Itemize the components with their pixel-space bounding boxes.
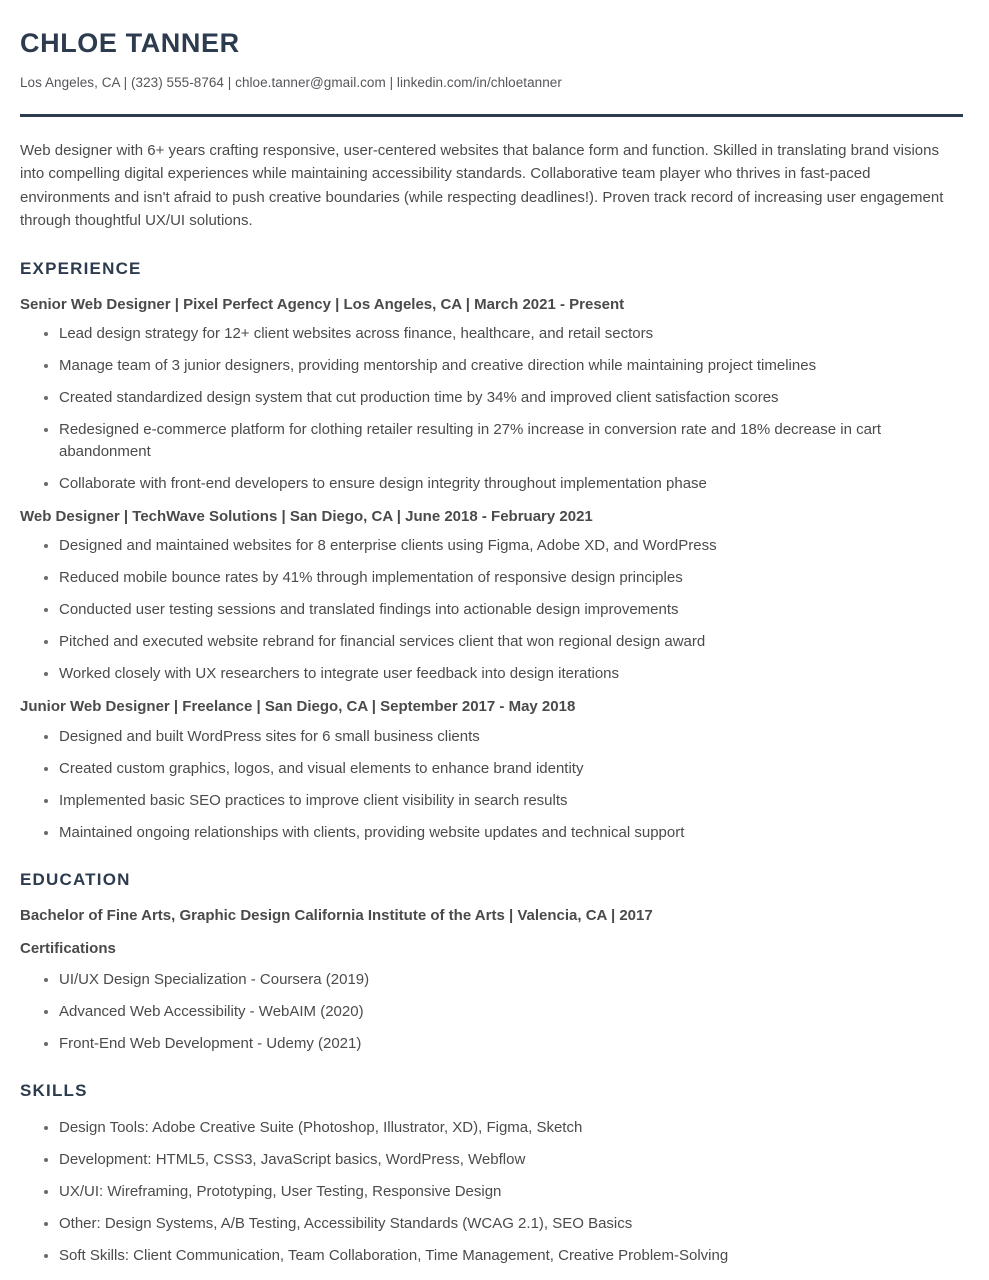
job-bullets (20, 726, 963, 844)
list-item: Pitched and executed website rebrand for financial services client that won regional design award (20, 631, 964, 653)
list-item: Front-End Web Development - Udemy (2021) (20, 1033, 964, 1055)
list-item: Design Tools: Adobe Creative Suite (Photoshop, Illustrator, XD), Figma, Sketch (20, 1117, 964, 1139)
list-item: Worked closely with UX researchers to integrate user feedback into design iterations (20, 663, 964, 685)
education-section (20, 870, 963, 1055)
job-bullets (20, 535, 963, 685)
list-item: Designed and maintained websites for 8 enterprise clients using Figma, Adobe XD, and WordPress (20, 535, 964, 557)
header-divider (20, 114, 963, 117)
list-item: Implemented basic SEO practices to improve client visibility in search results (20, 790, 964, 812)
list-item: Lead design strategy for 12+ client websites across finance, healthcare, and retail sectors (20, 323, 964, 345)
job-heading: Senior Web Designer | Pixel Perfect Agency | Los Angeles, CA | March 2021 - Present (20, 295, 625, 313)
summary-paragraph: Web designer with 6+ years crafting responsive, user-centered websites that balance form and function. Skilled in translating brand visions into compelling digital experiences while maintaining accessibility standards. Collaborative team player who thrives in fast-paced environments and isn't afraid to push creative boundaries (while respecting deadlines!). Proven track record of increasing user engagement through thoughtful UX/UI solutions. (20, 141, 944, 230)
skills-section (20, 1081, 963, 1267)
list-item: Created custom graphics, logos, and visual elements to enhance brand identity (20, 758, 964, 780)
list-item: Advanced Web Accessibility - WebAIM (2020) (20, 1001, 964, 1023)
certifications-label: Certifications (20, 939, 116, 957)
skills-list (20, 1117, 963, 1267)
list-item: Manage team of 3 junior designers, providing mentorship and creative direction while maintaining project timelines (20, 355, 964, 377)
experience-entry (20, 295, 963, 495)
experience-entry (20, 697, 963, 843)
certifications-list (20, 969, 963, 1055)
list-item: Maintained ongoing relationships with clients, providing website updates and technical support (20, 822, 964, 844)
contact-line: Los Angeles, CA | (323) 555-8764 | chloe.tanner@gmail.com | linkedin.com/in/chloetanner (20, 75, 562, 91)
experience-entry (20, 507, 963, 685)
list-item: Other: Design Systems, A/B Testing, Accessibility Standards (WCAG 2.1), SEO Basics (20, 1213, 964, 1235)
list-item: Development: HTML5, CSS3, JavaScript basics, WordPress, Webflow (20, 1149, 964, 1171)
experience-section (20, 259, 963, 844)
page-title: CHLOE TANNER (20, 28, 240, 58)
job-heading: Web Designer | TechWave Solutions | San Diego, CA | June 2018 - February 2021 (20, 508, 593, 526)
list-item: UI/UX Design Specialization - Coursera (2019) (20, 969, 964, 991)
list-item: Redesigned e-commerce platform for clothing retailer resulting in 27% increase in conversion rate and 18% decrease in cart abandonment (20, 419, 964, 463)
list-item: UX/UI: Wireframing, Prototyping, User Testing, Responsive Design (20, 1181, 964, 1203)
list-item: Conducted user testing sessions and translated findings into actionable design improvements (20, 599, 964, 621)
section-heading-skills: SKILLS (20, 1080, 88, 1100)
section-heading-education: EDUCATION (20, 869, 131, 889)
list-item: Reduced mobile bounce rates by 41% through implementation of responsive design principles (20, 567, 964, 589)
list-item: Collaborate with front-end developers to ensure design integrity throughout implementation phase (20, 473, 964, 495)
list-item: Designed and built WordPress sites for 6 small business clients (20, 726, 964, 748)
job-bullets (20, 323, 963, 495)
section-heading-experience: EXPERIENCE (20, 258, 142, 278)
degree-line: Bachelor of Fine Arts, Graphic Design California Institute of the Arts | Valencia, CA | 2017 (20, 906, 653, 924)
list-item: Soft Skills: Client Communication, Team Collaboration, Time Management, Creative Problem-Solving (20, 1245, 964, 1267)
list-item: Created standardized design system that cut production time by 34% and improved client satisfaction scores (20, 387, 964, 409)
job-heading: Junior Web Designer | Freelance | San Diego, CA | September 2017 - May 2018 (20, 698, 576, 716)
